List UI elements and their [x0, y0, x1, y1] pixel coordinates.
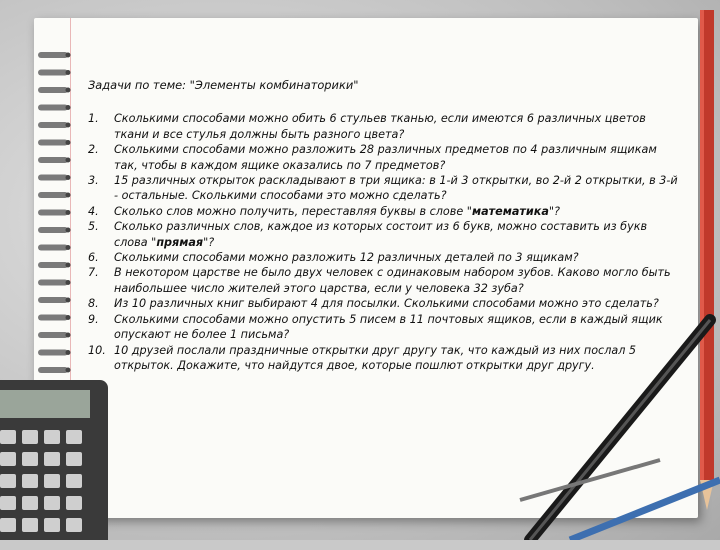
spiral-ring [38, 262, 68, 268]
task-number: 10. [88, 343, 106, 357]
task-text [114, 312, 678, 343]
spiral-ring [38, 280, 68, 286]
task-text-part: Сколькими способами можно опустить 5 писем в 11 почтовых ящиков, если в каждый ящик опускают не более 1 письма? [114, 312, 663, 342]
task-text [114, 142, 678, 173]
task-number: 9. [88, 312, 99, 326]
spiral-ring [38, 332, 68, 338]
spiral-ring [38, 52, 68, 58]
task-text-part: Сколькими способами можно разложить 12 различных деталей по 3 ящикам? [114, 251, 579, 265]
task-list [88, 111, 678, 373]
task-text-part: 15 различных открыток раскладывают в три ящика: в 1-й 3 открытки, во 2-й 2 открытки, в 3-й - остальные. Сколькими способами это можно сделать? [114, 174, 678, 203]
task-text [114, 343, 678, 374]
spiral-hole [66, 315, 71, 320]
spiral-hole [66, 333, 71, 338]
task-text-part: Сколько различных слов, каждое из которых состоит из 6 букв, можно составить из букв слова " [114, 220, 648, 249]
page-title: Задачи по теме: "Элементы комбинаторики" [88, 78, 359, 92]
spiral-ring [38, 350, 68, 356]
calculator-key [66, 452, 82, 466]
spiral-ring [38, 140, 68, 146]
task-number: 1. [88, 112, 99, 126]
calculator-key [0, 430, 16, 444]
task-keyword: прямая [156, 235, 204, 249]
task-text [114, 265, 678, 296]
task-item [88, 142, 678, 173]
spiral-hole [66, 368, 71, 373]
spiral-hole [66, 70, 71, 75]
spiral-ring [38, 87, 68, 93]
spiral-ring [38, 227, 68, 233]
calculator-key [44, 496, 60, 510]
calculator-key [44, 430, 60, 444]
calculator-key [22, 496, 38, 510]
spiral-hole [66, 53, 71, 58]
spiral-ring [38, 70, 68, 76]
task-item [88, 296, 678, 311]
calculator-key [22, 430, 38, 444]
task-text [114, 204, 678, 219]
task-text-part: Сколькими способами можно обить 6 стульев тканью, если имеются 6 различных цветов ткани и все стулья должны быть разного цвета? [114, 112, 646, 141]
calculator-key [0, 474, 16, 488]
task-text-part: "? [203, 235, 215, 249]
calculator-key [44, 518, 60, 532]
task-item [88, 111, 678, 142]
task-keyword: математика [471, 204, 549, 218]
task-text [114, 296, 678, 311]
task-text-part: Из 10 различных книг выбирают 4 для посылки. Сколькими способами можно это сделать? [114, 297, 659, 311]
task-number: 4. [88, 204, 99, 218]
task-item [88, 250, 678, 265]
spiral-hole [66, 193, 71, 198]
task-text-part: Сколькими способами можно разложить 28 различных предметов по 4 различным ящикам так, чтобы в каждом ящике оказались по 7 предметов? [114, 143, 657, 172]
calculator-key [22, 452, 38, 466]
calculator-key [44, 474, 60, 488]
task-item [88, 312, 678, 343]
calculator-key [44, 452, 60, 466]
spiral-hole [66, 263, 71, 268]
task-item [88, 219, 678, 250]
spiral-ring [38, 245, 68, 251]
calculator-key [0, 496, 16, 510]
calculator-key [66, 518, 82, 532]
task-text [114, 111, 678, 142]
spiral-ring [38, 122, 68, 128]
task-number: 8. [88, 297, 99, 311]
spiral-hole [66, 123, 71, 128]
spiral-hole [66, 88, 71, 93]
task-text-part: 10 друзей послали праздничные открытки друг другу так, что каждый из них послал 5 открыток. Докажите, что найдутся двое, которые пошлют открытки друг другу. [114, 343, 637, 372]
calculator-key [66, 430, 82, 444]
task-number: 3. [88, 174, 99, 188]
spiral-hole [66, 210, 71, 215]
task-item [88, 204, 678, 219]
spiral-ring [38, 315, 68, 321]
spiral-ring [38, 297, 68, 303]
calculator-key [22, 474, 38, 488]
task-text [114, 173, 678, 204]
spiral-ring [38, 192, 68, 198]
spiral-hole [66, 298, 71, 303]
task-number: 2. [88, 143, 99, 157]
spiral-hole [66, 140, 71, 145]
spiral-ring [38, 367, 68, 373]
task-number: 7. [88, 266, 99, 280]
spiral-hole [66, 280, 71, 285]
task-text [114, 250, 678, 265]
task-item [88, 173, 678, 204]
spiral-ring [38, 157, 68, 163]
calculator-key [22, 518, 38, 532]
calculator-key [66, 474, 82, 488]
spiral-ring [38, 105, 68, 111]
task-text-part: В некотором царстве не было двух человек с одинаковым набором зубов. Каково могло быть наибольшее число жителей этого царства, если у человека 32 зуба? [114, 266, 671, 295]
spiral-hole [66, 175, 71, 180]
spiral-hole [66, 105, 71, 110]
calculator-key [0, 452, 16, 466]
task-number: 6. [88, 251, 99, 265]
calculator-key [0, 518, 16, 532]
spiral-ring [38, 210, 68, 216]
spiral-hole [66, 158, 71, 163]
spiral-ring [38, 175, 68, 181]
task-text [114, 219, 678, 250]
calculator-icon [0, 380, 112, 540]
task-list-panel [88, 78, 678, 373]
task-text-part: "? [548, 204, 560, 218]
spiral-hole [66, 228, 71, 233]
task-item [88, 343, 678, 374]
task-text-part: Сколько слов можно получить, переставляя буквы в слове " [114, 204, 472, 218]
spiral-hole [66, 350, 71, 355]
calculator-key [66, 496, 82, 510]
spiral-hole [66, 245, 71, 250]
task-number: 5. [88, 220, 99, 234]
task-item [88, 265, 678, 296]
